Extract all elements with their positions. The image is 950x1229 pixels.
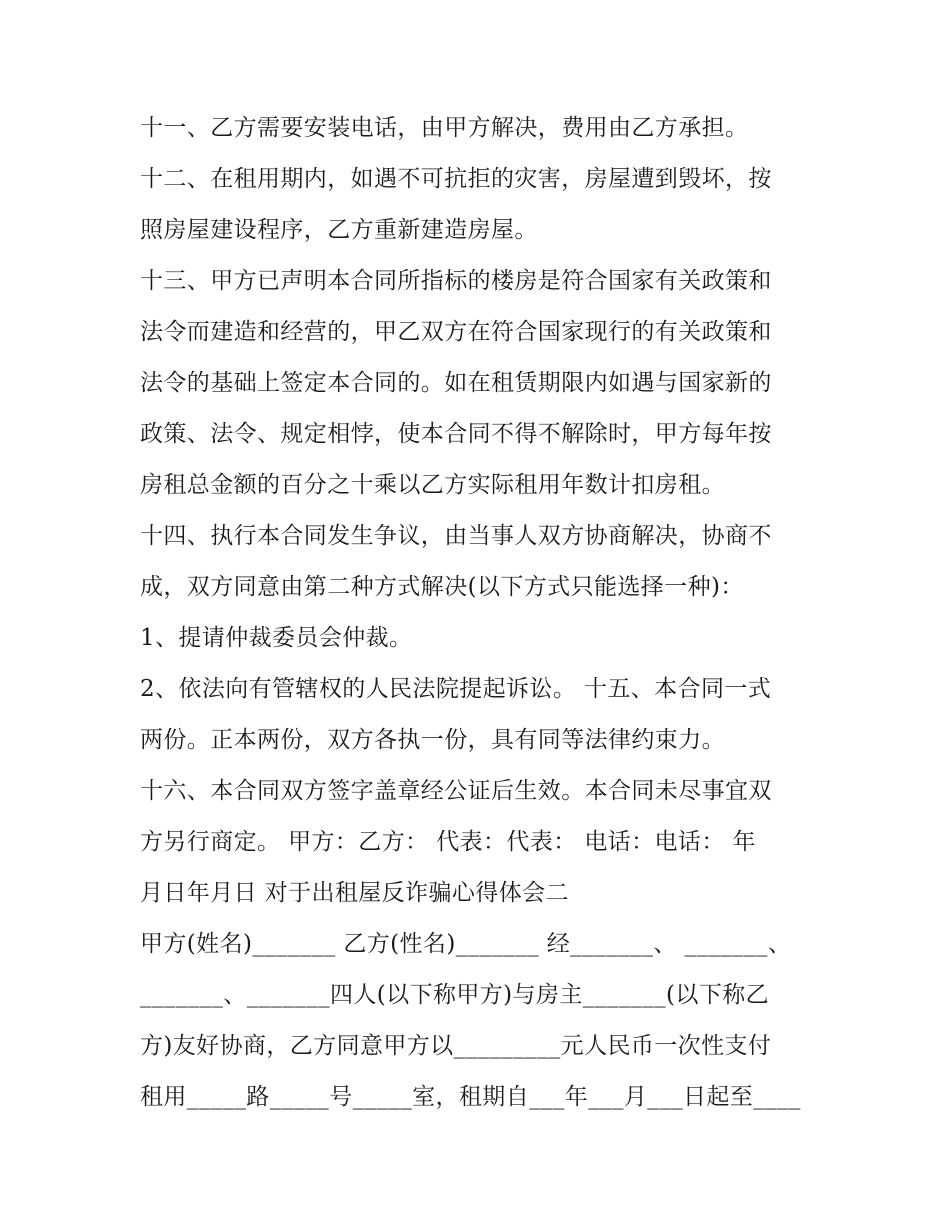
text-line: 十六、本合同双方签字盖章经公证后生效。本合同未尽事宜双 bbox=[140, 778, 772, 804]
text-line: 十四、执行本合同发生争议，由当事人双方协商解决，协商不 bbox=[140, 523, 772, 549]
text-line: 月日年月日 对于出租屋反诈骗心得体会二 bbox=[140, 880, 569, 906]
text-line: 2、依法向有管辖权的人民法院提起诉讼。 十五、本合同一式 bbox=[140, 676, 772, 702]
text-line: 照房屋建设程序，乙方重新建造房屋。 bbox=[140, 217, 538, 243]
contract-body bbox=[140, 103, 820, 1123]
text-line: 十三、甲方已声明本合同所指标的楼房是符合国家有关政策和 bbox=[140, 268, 772, 294]
text-line: 方)友好协商，乙方同意甲方以_________元人民币一次性支付 bbox=[140, 1033, 772, 1059]
text-line: 十二、在租用期内，如遇不可抗拒的灾害，房屋遭到毁坏，按 bbox=[140, 166, 772, 192]
text-line: 方另行商定。 甲方：乙方： 代表：代表： 电话：电话： 年 bbox=[140, 829, 756, 855]
text-line: 政策、法令、规定相悖，使本合同不得不解除时，甲方每年按 bbox=[140, 421, 772, 447]
text-line: 成，双方同意由第二种方式解决(以下方式只能选择一种)： bbox=[140, 574, 744, 600]
text-line: 租用_____路_____号_____室，租期自___年___月___日起至____ bbox=[140, 1084, 801, 1110]
text-line: 房租总金额的百分之十乘以乙方实际租用年数计扣房租。 bbox=[140, 472, 725, 498]
text-line: 两份。正本两份，双方各执一份，具有同等法律约束力。 bbox=[140, 727, 725, 753]
text-line: 1、提请仲裁委员会仲裁。 bbox=[140, 625, 413, 651]
text-line: 十一、乙方需要安装电话，由甲方解决，费用由乙方承担。 bbox=[140, 115, 749, 141]
text-line: 甲方(姓名)_______ 乙方(性名)_______ 经_______、 _______、 bbox=[140, 931, 792, 957]
text-line: _______、_______四人(以下称甲方)与房主_______(以下称乙 bbox=[140, 982, 770, 1008]
text-line: 法令而建造和经营的，甲乙双方在符合国家现行的有关政策和 bbox=[140, 319, 772, 345]
text-line: 法令的基础上签定本合同的。如在租赁期限内如遇与国家新的 bbox=[140, 370, 772, 396]
